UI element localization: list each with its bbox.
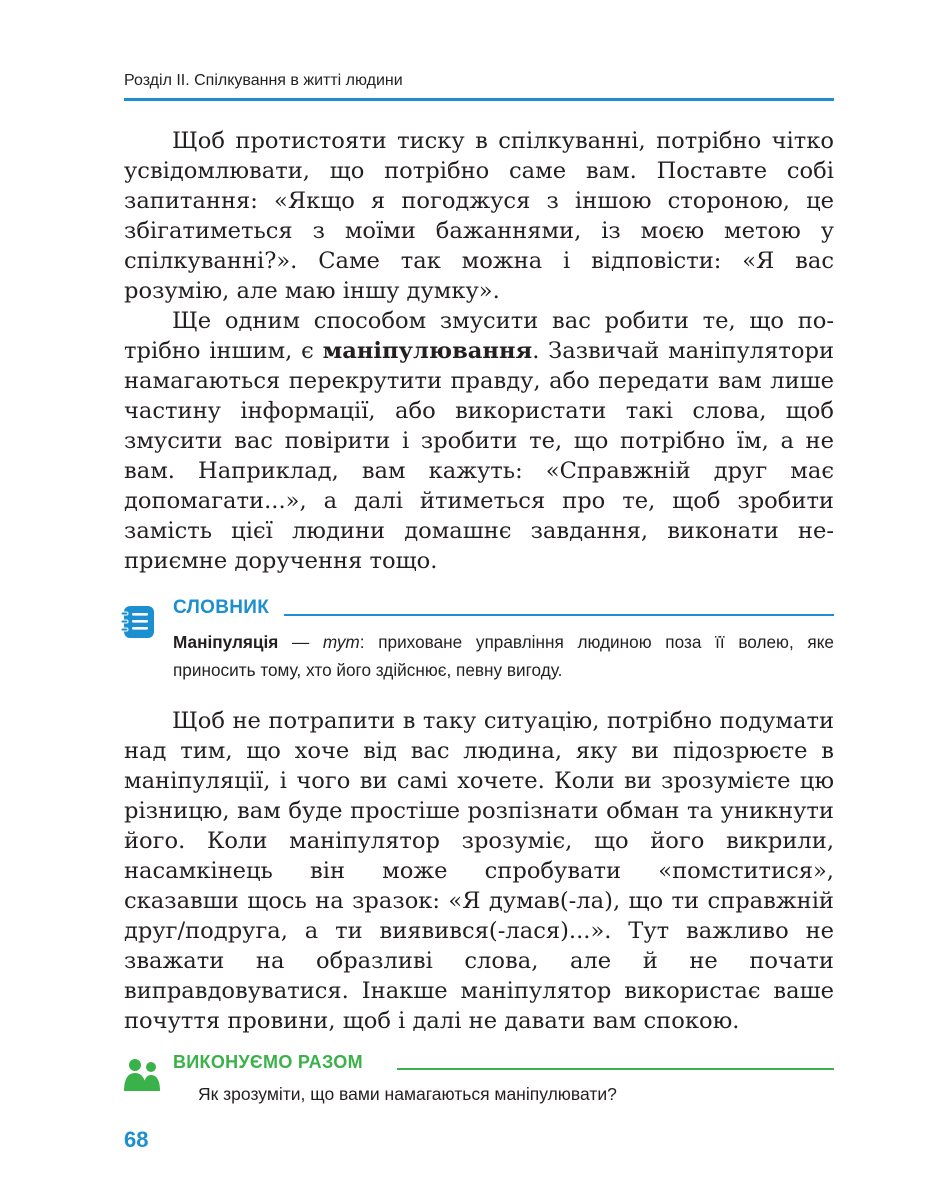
paragraph-3: Щоб не потрапити в таку ситуацію, потрібно подумати над тим, що хоче від вас людина, яку ви підозрюєте в маніпуляції, і чого ви самі хочете. Коли ви зрозумієте цю різницю, вам буде простіше розпізнати обман та уникнути його. Коли маніпулятор зрозуміє, що його викрили, насамкінець він може спробувати «помститися», сказавши щось на зразок: «Я думав(-ла), що ти справжній друг/подруга, а ти виявився(-лася)...». Тут важливо не зважати на образливі слова, але й не почати виправдовуватися. Інакше маніпулятор використає ваше почуття провини, щоб і далі не давати вам спокою. — [124, 708, 834, 1034]
paragraph-2-end: . Зазвичай маніпулятори намагаються перекрутити правду, або передати вам лише частину інформації, або використати такі слова, щоб змусити вас повірити і зробити те, що потрібно їм, а не вам. Наприклад, вам кажуть: «Справжній друг має допомагати...», а далі йтиметься про те, щоб зробити замість цієї людини домашнє завдання, виконати неприємне доручення тощо. — [124, 338, 835, 574]
glossary-divider — [284, 614, 834, 616]
glossary-qualifier: тут — [322, 632, 360, 652]
paragraph-2-start: Ще одним способом змусити вас робити те, що потрібно іншим, є — [124, 308, 834, 364]
paragraph-2 — [124, 306, 834, 576]
notebook-icon — [120, 604, 156, 640]
header-divider — [124, 98, 834, 101]
page-number: 68 — [124, 1127, 149, 1152]
together-heading: ВИКОНУЄМО РАЗОМ — [173, 1052, 363, 1072]
glossary-entry — [173, 628, 834, 684]
paragraph-1: Щоб протистояти тиску в спілкуванні, потрібно чітко усвідомлювати, що потрібно саме вам. Поставте собі запитання: «Якщо я погоджуся з іншою стороною, це збігатиметься з моїми бажаннями, із моєю метою у спілкуванні?». Саме так можна і відповісти: «Я вас розумію, але маю іншу думку». — [124, 128, 834, 304]
people-group-icon — [122, 1057, 162, 1093]
glossary-term: Маніпуляція — [173, 632, 279, 652]
glossary-dash: — — [278, 632, 323, 652]
text-block-2 — [124, 706, 834, 1036]
key-term-manipulation: маніпулювання — [322, 338, 533, 364]
glossary-definition: : приховане управління людиною поза її волею, яке приносить тому, хто його здійснює, певну вигоду. — [173, 632, 834, 680]
text-block-1 — [124, 126, 834, 576]
together-divider — [397, 1068, 834, 1070]
chapter-title: Розділ ІІ. Спілкування в житті людини — [124, 72, 403, 89]
together-question: Як зрозуміти, що вами намагаються маніпулювати? — [198, 1084, 617, 1104]
glossary-heading: СЛОВНИК — [173, 597, 270, 618]
